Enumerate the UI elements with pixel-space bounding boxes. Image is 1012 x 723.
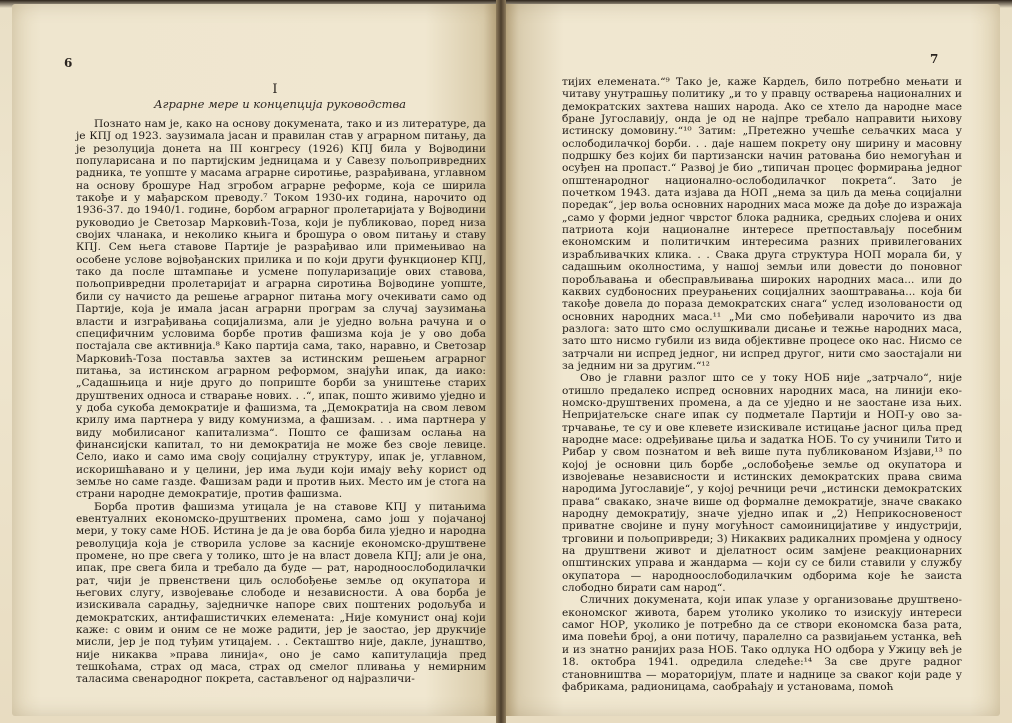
section-title: Аграрне мере и концепција руководства [153,97,407,111]
paragraph: Познато нам је, како на основу докумената, тако и из литературе, да је КПЈ од 1923. заузимала јасан и правилан став у аграрном питању, да је резолуција донета на III конгресу (1926) КПЈ била у Војводини популарисана и по партијским једницама и у Савезу пољопривредних радника, те уопште у масама аграрне сиротиње, разрађивана, углавном на основу брошуре Над згробом аграрне реформе, која се ширила такође и у мађарском преводу.⁷ Током 1930-их година, нарочито од 1936-37. до 1940/1. године, борбом аграрног пролетаријата у Војводини руководио је Светозар Марковић-Тоза, који је публиковао, поред низа својих чланака, и неколико књига и брошура о овом питању и ставу КПЈ. Сем њега ставове Партије је разрађивао или примењивао на особене услове војвођанских прилика и по који други функционер КПЈ, тако да после штампање и усмене популаризације ових ставова, пољопривредни пролетаријат и аграрна сиротиња Војводине уопште, били су начисто да решење аграрног питања могу очекивати само од Партије, која је имала јасан аграрни програм за случај заузимања власти и изграђивања социјализма, али је уједно вољна рачуна и о специфичним условима борбе против фашизма која је у ово доба постајала све активнија.⁸ Како партија сама, тако, наравно, и Светозар Марковић-Тоза постављa захтев за истинским решењем аграрног питања, за истинском аграрном реформом, знајући ипак, да иако: „Садашњица и није друго до поприште борби за уништење старих друштвених односа и стварање нових. . .“, ипак, пошто живимо уједно и у доба сукоба демократије и фашизма, та „Демократија на свом левом крилу има партнера у виду комунизма, а фашизам. . . има партнера у виду мобилисаног капитализма“. Пошто се фашизам ослања на финансијски капитал, то ни демократија не може без своје левице. Село, иако и само има своју социјалну структуру, ипак је, углавном, искоришћавано и у целини, јер има људи који имају већу корист од земље но саме газде. Фашизам ради и против њих. Место им је стога на страни народне демократије, против фашизма. [76,118,486,501]
paragraph: Ово је главни разлог што се у току НОБ није „затрчало“, није отишло предалеко испред основних народних маса, на линији економско-друштвених промена, а да се уједно и не заостане иза њих. Непријатељске снаге ипак су подметале Партији и НОП-у ово затрчавање, те су и ове клевете изискивале истицање јасног циља пред народне масе: одређивање циља и задатка НОБ. То су учинили Тито и Рибар у свом познатом и већ више пута публикованом Изјави,¹³ по којој је основни циљ борбе „ослобођење земље од окупатора и извојевање независности и истинских демократских права свима народима Југославије“, у којој речници речи „истински демократских права“ свакако, значе више од формалне демократије, значе свакако народну демократију, значе уједно ипак и „2) Неприкосновеност приватне својине и пуну могућност самоиницијативе у индустрији, трговини и пољопривреди; 3) Никаквих радикалних промјена у односу на друштвени живот и дјелатност осим замјене реакционарних општинских управа и жандарма — који су се били ставили у службу окупатора — народноослободилачким одборима које ће заиста слободно бирати сам народ“. [562,372,962,595]
left-page-text [76,118,486,686]
book-gutter [496,0,506,723]
paragraph: Сличних докумената, који ипак улазе у организовање друштвено-економског живота, барем утолико уколико то изискују интереси самог НОР, уколико је потребно да се створи економска база рата, има повећи број, а они потичу, паралелно са развијањем устанка, већ и из знатно ранијих раза НОБ. Тако одлука НО одбора у Ужицу већ је 18. октобра 1941. одредила следеће:¹⁴ За све друге радног становништва — мораторијум, плате и наднице за сваког који раде у фабрикама, радионицама, саобраћају и установама, помоћ [562,594,962,693]
page-number-right: 7 [930,52,939,66]
page-number-left: 6 [64,56,73,70]
chapter-number: I [272,82,278,97]
right-page-text [562,76,962,693]
paragraph: Борба против фашизма утицала је на ставове КПЈ у питањима евентуалних економско-друштвених промена, само још у појачаној мери, у току саме НОБ. Истина је да је ова борба била уједно и народна револуција која је створила услове за касније економско-друштвене промене, но пре свега у толико, што је на власт довела КПЈ; али је она, ипак, пре свега била и требало да буде — рат, народноослободилачки рат, чији је првенствени циљ ослобођење земље од окупатора и његових слугу, извојевање слободе и независности. А ова борба је изискивала сарадњу, заједничке напоре свих поштених родољуба и демократских, антифашистичких елемената: „Није комунист онај који каже: с овим и оним се не може радити, јер је заостао, јер друкчије мисли, јер је под туђим утицајем. . . Секташтво није, дакле, јунаштво, није никаква »права линија«, оно је само капитулација пред тешкоћама, страх од маса, страх од смелог пливања у немирним таласима свенародног покрета, састављеног од најразличи- [76,500,486,686]
paragraph: тијих елемената.“⁹ Тако је, каже Кардељ, било потребно мењати и читаву унутрашњу политику „и то у правцу остварења националних и демократских захтева наших народа. Ако се хтело да народне масе бране Југославију, онда је од не најпре требало направити њихову истинску домовину.“¹⁰ Затим: „Претежно учешће сељачких маса у ослободилачкој борби. . . даје нашем покрету ону ширину и масовну подршку без којих би партизански начин ратовања био немогућан и осуђен на пропаст.“ Развој је био „типичан процес формирања једног општенародног национално-ослободилачког покрета“. Зато је почетком 1943. дата изјава да НОП „нема за циљ да мења социјални поредак“, јер воља основних народних маса може да дође до изражаја „само у форми једног чврстог блока радника, средњих слојева и оних патриота који националне интересе претпостављају посебним економским и политичким интересима разних привилегованих израбљивачких клика. . . Свака друга структура НОП морала би, у садашњим околностима, у нашој земљи или довести до поновног поробљавања и обесправљивања широких народних маса... или до каквих судбоносних преурањених социјалних заоштравања... која би такође довела до пораза демократских снага“ услед изолованости од основних народних маса.¹¹ „Ми смо побеђивали нарочито из два разлога: зато што смо ослушкивали дисање и тежње народних маса, зато што нисмо губили из вида објективне процесе око нас. Нисмо се затрчали ни испред једног, ни испред другог, нити смо заостајали ни за једним ни за другим.“¹² [562,76,962,372]
